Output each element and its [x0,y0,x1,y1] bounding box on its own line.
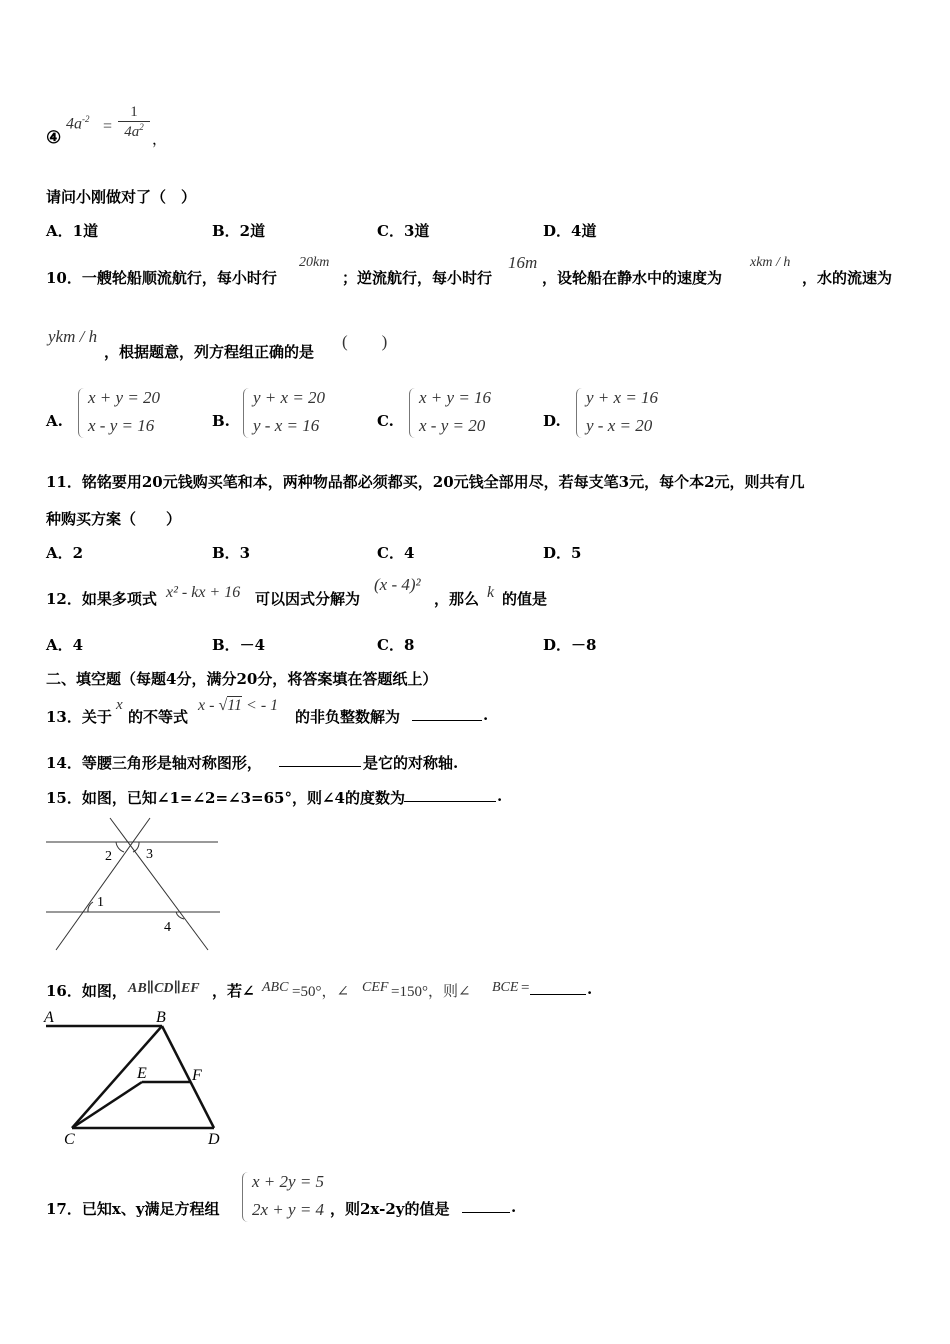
q15-answer-blank[interactable] [404,787,496,802]
line-bd [162,1026,214,1128]
q10-option-a-system[interactable] [78,384,178,442]
q13-answer-blank[interactable] [412,706,482,721]
q17-system [242,1168,342,1226]
q10-answer-paren: ( ) [342,332,388,351]
q16-figure [40,1006,240,1151]
angle-label-2: 2 [105,849,112,864]
q16-period: . [587,980,593,998]
q10-line1 [46,255,916,289]
q10-option-b-system[interactable] [243,384,343,442]
q13-inequality: x - √11 < - 1 [198,697,279,714]
q16-text-3: ，若∠ [212,982,255,1000]
q10-line2 [46,325,446,359]
angle-label-4: 4 [164,920,171,935]
q16-question [46,980,606,1002]
q13-text-2: 的不等式 [128,708,189,726]
point-label-b: B [156,1009,166,1026]
q12-polynomial: x² - kx + 16 [166,584,241,601]
equation: y - x = 16 [253,416,320,435]
brace [78,388,85,438]
q11-line2: 种购买方案（ ） [46,510,182,528]
q9-option-b[interactable]: B．2道 [212,222,266,240]
equation: y + x = 20 [253,388,326,407]
q9-lhs: $4a^{-2}$ [66,114,90,133]
point-label-f: F [192,1067,202,1084]
q17-text-2: ，则2x-2y的值是 [330,1200,450,1218]
q16-text-5: =50°，∠ [292,984,350,1000]
q11-option-c[interactable]: C．4 [377,544,415,562]
q15-figure [40,816,230,956]
q16-text-1: 16．如图， [46,982,127,1000]
brace [576,388,583,438]
equation: x - y = 20 [419,416,486,435]
q17-period: . [511,1198,517,1216]
q9-option-d[interactable]: D．4道 [543,222,597,240]
q13-period: . [483,706,489,724]
transversal-right [110,818,208,950]
q13-text-1: 13．关于 [46,708,112,726]
q10-option-d-label[interactable]: D. [543,412,561,430]
q13-text-3: 的非负整数解为 [295,708,401,726]
q9-fraction: 1 $4a^2$ [118,104,150,141]
equation: x + 2y = 5 [252,1172,325,1191]
q10-option-d-system[interactable] [576,384,676,442]
angle-label-1: 1 [97,895,104,910]
q9-comma: ， [152,130,168,148]
equation: y - x = 20 [586,416,653,435]
q12-question [46,575,646,609]
q16-angle-bce: BCE [492,980,519,995]
q16-angle-abc: ABC [262,980,289,995]
q10-value-ship-speed: xkm / h [750,255,791,270]
equation: 2x + y = 4 [252,1200,325,1219]
q12-text-4: 的值是 [502,590,548,608]
q9-equals: = [103,118,113,135]
q10-value-upstream: 16m [508,253,538,272]
q12-factored: (x - 4)² [374,575,421,594]
q16-parallel-lines: AB∥CD∥EF [128,981,200,996]
q10-text-1: 10．一艘轮船顺流航行，每小时行 [46,269,277,287]
q12-option-b[interactable]: B．－4 [212,636,266,654]
q15-text: 15．如图，已知∠1=∠2=∠3=65°，则∠4的度数为 [46,789,405,807]
q9-question: 请问小刚做对了（ ） [46,188,197,206]
brace [243,388,250,438]
q12-option-a[interactable]: A．4 [46,636,84,654]
q12-option-d[interactable]: D．－8 [543,636,597,654]
q17-question [46,1168,546,1232]
q14-question [46,752,546,774]
q13-var-x: x [116,697,123,713]
equation: x + y = 16 [419,388,492,407]
point-label-c: C [64,1131,75,1148]
q15-question [46,787,546,809]
q12-text-1: 12．如果多项式 [46,590,157,608]
q10-text-3: ，设轮船在静水中的速度为 [542,269,723,287]
line-bc [72,1026,162,1128]
q16-equals: = [521,980,530,996]
q10-option-b-label[interactable]: B. [212,412,230,430]
q14-text-1: 14．等腰三角形是轴对称图形， [46,754,262,772]
transversal-left [56,818,150,950]
q10-value-water-speed: ykm / h [48,327,98,346]
q10-option-c-system[interactable] [409,384,509,442]
angle-label-3: 3 [146,847,153,862]
q14-text-2: 是它的对称轴. [363,754,459,772]
q11-option-b[interactable]: B．3 [212,544,251,562]
q10-option-a-label[interactable]: A. [46,412,63,430]
q17-answer-blank[interactable] [462,1198,510,1213]
q15-period: . [497,787,503,805]
equation: y + x = 16 [586,388,659,407]
section-2-heading: 二、填空题（每题4分，满分20分，将答案填在答题纸上） [46,670,438,688]
q11-option-a[interactable]: A．2 [46,544,84,562]
q12-text-2: 可以因式分解为 [255,590,361,608]
equation: x + y = 20 [88,388,161,407]
point-label-a: A [44,1009,54,1026]
q17-text-1: 17．已知x、y满足方程组 [46,1200,220,1218]
q10-value-downstream: 20km [299,255,330,270]
q12-k: k [487,584,495,601]
q9-option-a[interactable]: A．1道 [46,222,99,240]
q12-option-c[interactable]: C．8 [377,636,415,654]
q10-text-4: ，水的流速为 [802,269,893,287]
q16-answer-blank[interactable] [530,980,586,995]
q16-text-7: =150°，则∠ [391,984,471,1000]
q10-option-c-label[interactable]: C. [377,412,394,430]
q10-text-2: ；逆流航行，每小时行 [342,269,493,287]
equation: x - y = 16 [88,416,155,435]
q11-line1: 11．铭铭要用20元钱购买笔和本，两种物品都必须都买，20元钱全部用尽，若每支笔3元，每个本2元，则共有几 [46,473,805,491]
point-label-d: D [208,1131,220,1148]
circled-4-marker: ④ [46,128,62,148]
brace [409,388,416,438]
q11-option-d[interactable]: D．5 [543,544,582,562]
q12-text-3: ，那么 [434,590,480,608]
angle-arc-2 [116,842,124,852]
point-label-e: E [137,1065,147,1082]
q16-angle-cef: CEF [362,980,389,995]
q9-option-c[interactable]: C．3道 [377,222,430,240]
q14-answer-blank[interactable] [279,752,361,767]
brace [242,1172,249,1222]
q10-text-5: ，根据题意，列方程组正确的是 [104,343,315,361]
q13-question [46,695,546,725]
